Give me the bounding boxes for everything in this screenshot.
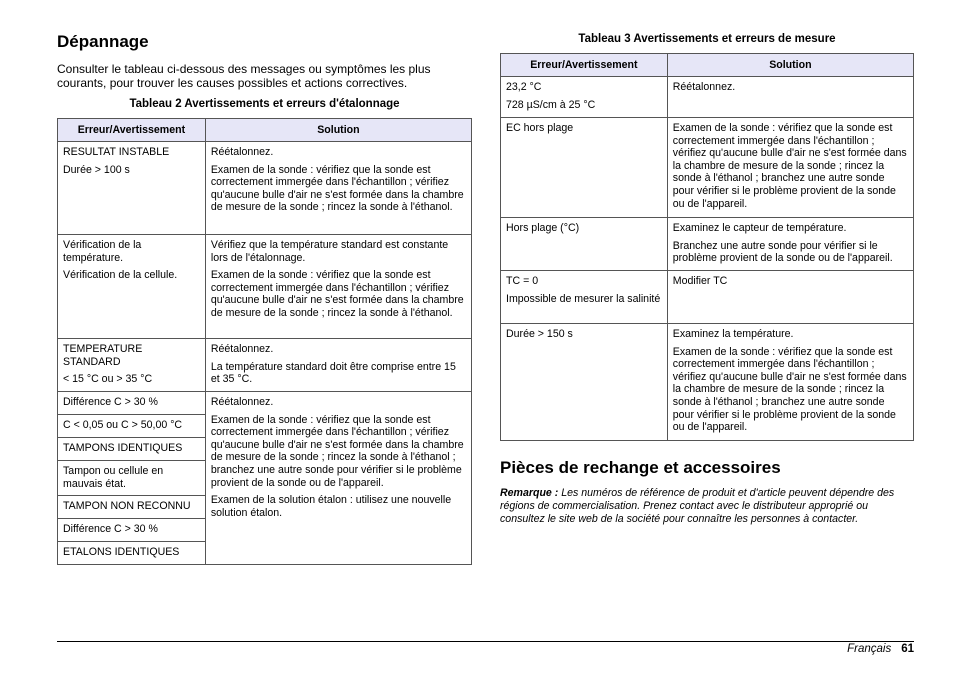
solution-cell-text: Réétalonnez. [672, 81, 736, 93]
solution-cell-text: Modifier TC [672, 275, 728, 287]
error-cell [58, 142, 206, 235]
error-cell-text: 23,2 °C [506, 81, 542, 93]
solution-cell-text: Examen de la solution étalon : utilisez une nouvelle solution étalon. [210, 494, 452, 519]
table-row [501, 324, 914, 441]
error-cell-text: EC hors plage [506, 122, 574, 134]
solution-cell [205, 142, 471, 235]
solution-cell-text: Réétalonnez. [210, 396, 274, 408]
solution-cell-text: Examen de la sonde : vérifiez que la sonde est correctement immergée dans l'échantillon ; vérifiez qu'aucune bulle d'air ne s'est formée dans la chambre de mesure de la sonde ; rincez la sonde à l'éthanol. [210, 269, 464, 319]
error-cell [501, 77, 668, 118]
calibration-errors-table [57, 118, 472, 565]
solution-cell [667, 218, 913, 271]
page-footer [847, 643, 914, 655]
solution-cell [205, 235, 471, 339]
solution-cell-text: Examen de la sonde : vérifiez que la sonde est correctement immergée dans l'échantillon ; vérifiez qu'aucune bulle d'air ne s'est formée dans la chambre de mesure de la sonde ; rincez la sonde à l'éthanol ; branchez une autre sonde pour vérifier si le problème provient de la sonde ou de l'appareil. [672, 122, 907, 210]
error-cell-text: TEMPERATURE STANDARD [63, 343, 143, 368]
solution-cell-text: Branchez une autre sonde pour vérifier si le problème provient de la sonde ou de l'appareil. [672, 239, 893, 265]
table3-header-solution: Solution [667, 54, 913, 77]
error-cell [501, 271, 668, 324]
solution-cell-text: Vérifiez que la température standard est constante lors de l'étalonnage. [210, 239, 449, 264]
table-row [501, 271, 914, 324]
error-cell-text: < 15 °C ou > 35 °C [63, 373, 153, 386]
error-cell-text: Durée > 150 s [506, 328, 573, 340]
error-cell [501, 324, 668, 441]
error-cell-text: TC = 0 [506, 275, 539, 287]
error-cell [501, 218, 668, 271]
solution-cell [205, 339, 471, 392]
solution-cell [667, 118, 913, 218]
error-cell-text: Vérification de la cellule. [63, 269, 178, 282]
footer-divider [57, 641, 914, 642]
error-cell-text: 728 µS/cm à 25 °C [506, 98, 596, 111]
solution-cell-text: Examen de la sonde : vérifiez que la sonde est correctement immergée dans l'échantillon ; vérifiez qu'aucune bulle d'air ne s'est formée dans la chambre de mesure de la sonde ; rincez la sonde à l'éthanol ; branchez une autre sonde pour vérifier si le problème provient de la sonde ou de l'appareil. [672, 345, 907, 434]
error-cell: Différence C > 30 % [58, 519, 206, 542]
table-row [58, 392, 472, 415]
solution-cell-text: Examinez la température. [672, 328, 794, 340]
error-cell-text: Vérification de la température. [63, 239, 142, 264]
error-cell [501, 118, 668, 218]
error-cell: TAMPON NON RECONNU [58, 496, 206, 519]
solution-cell [667, 77, 913, 118]
table3-caption: Tableau 3 Avertissements et erreurs de mesure [578, 33, 836, 45]
table-row [501, 118, 914, 218]
solution-cell-text: Réétalonnez. [210, 343, 274, 355]
table-row [501, 77, 914, 118]
measurement-errors-table [500, 53, 914, 441]
note-paragraph [500, 487, 914, 526]
error-cell: C < 0,05 ou C > 50,00 °C [58, 415, 206, 438]
error-cell [58, 235, 206, 339]
error-cell [58, 339, 206, 392]
error-cell: Tampon ou cellule en mauvais état. [58, 461, 206, 496]
table-row [58, 142, 472, 235]
error-cell-text: Durée > 100 s [63, 163, 130, 176]
solution-cell-text: Examinez le capteur de température. [672, 222, 847, 234]
solution-cell [667, 271, 913, 324]
error-cell: ETALONS IDENTIQUES [58, 542, 206, 565]
page-title: Dépannage [57, 32, 149, 51]
solution-cell-text: Réétalonnez. [210, 146, 274, 158]
error-cell-text: Impossible de mesurer la salinité [506, 292, 661, 305]
page-number: 61 [901, 643, 914, 655]
table-row [501, 218, 914, 271]
solution-cell [205, 392, 471, 565]
table-row [58, 339, 472, 392]
solution-cell-text: Examen de la sonde : vérifiez que la sonde est correctement immergée dans l'échantillon ; vérifiez qu'aucune bulle d'air ne s'est formée dans la chambre de mesure de la sonde ; rincez la sonde à l'éthanol ; branchez une autre sonde pour vérifier si le problème provient de la sonde ou de l'appareil. [210, 413, 464, 489]
solution-cell-text: La température standard doit être comprise entre 15 et 35 °C. [210, 360, 456, 386]
error-cell-text: Hors plage (°C) [506, 222, 580, 234]
table3-header-error: Erreur/Avertissement [501, 54, 668, 77]
section-title-spare-parts: Pièces de rechange et accessoires [500, 458, 781, 477]
solution-cell [667, 324, 913, 441]
note-text: Les numéros de référence de produit et d'article peuvent dépendre des régions de commercialisation. Prenez contact avec le distributeur approprié ou consultez le site web de la société pour connaître les personnes à contacter. [500, 487, 895, 525]
table2-header-error: Erreur/Avertissement [58, 119, 206, 142]
table2-caption: Tableau 2 Avertissements et erreurs d'étalonnage [129, 98, 400, 110]
table-row [58, 235, 472, 339]
solution-cell-text: Examen de la sonde : vérifiez que la sonde est correctement immergée dans l'échantillon ; vérifiez qu'aucune bulle d'air ne s'est formée dans la chambre de mesure de la sonde ; rincez la sonde à l'éthanol. [210, 163, 464, 214]
table2-header-solution: Solution [205, 119, 471, 142]
intro-paragraph: Consulter le tableau ci-dessous des messages ou symptômes les plus courants, pour trouver les causes possibles et actions correctives. [57, 62, 431, 90]
error-cell: Différence C > 30 % [58, 392, 206, 415]
footer-language: Français [847, 643, 892, 655]
error-cell-text: RESULTAT INSTABLE [63, 146, 170, 158]
error-cell: TAMPONS IDENTIQUES [58, 438, 206, 461]
note-label: Remarque : [500, 487, 559, 499]
